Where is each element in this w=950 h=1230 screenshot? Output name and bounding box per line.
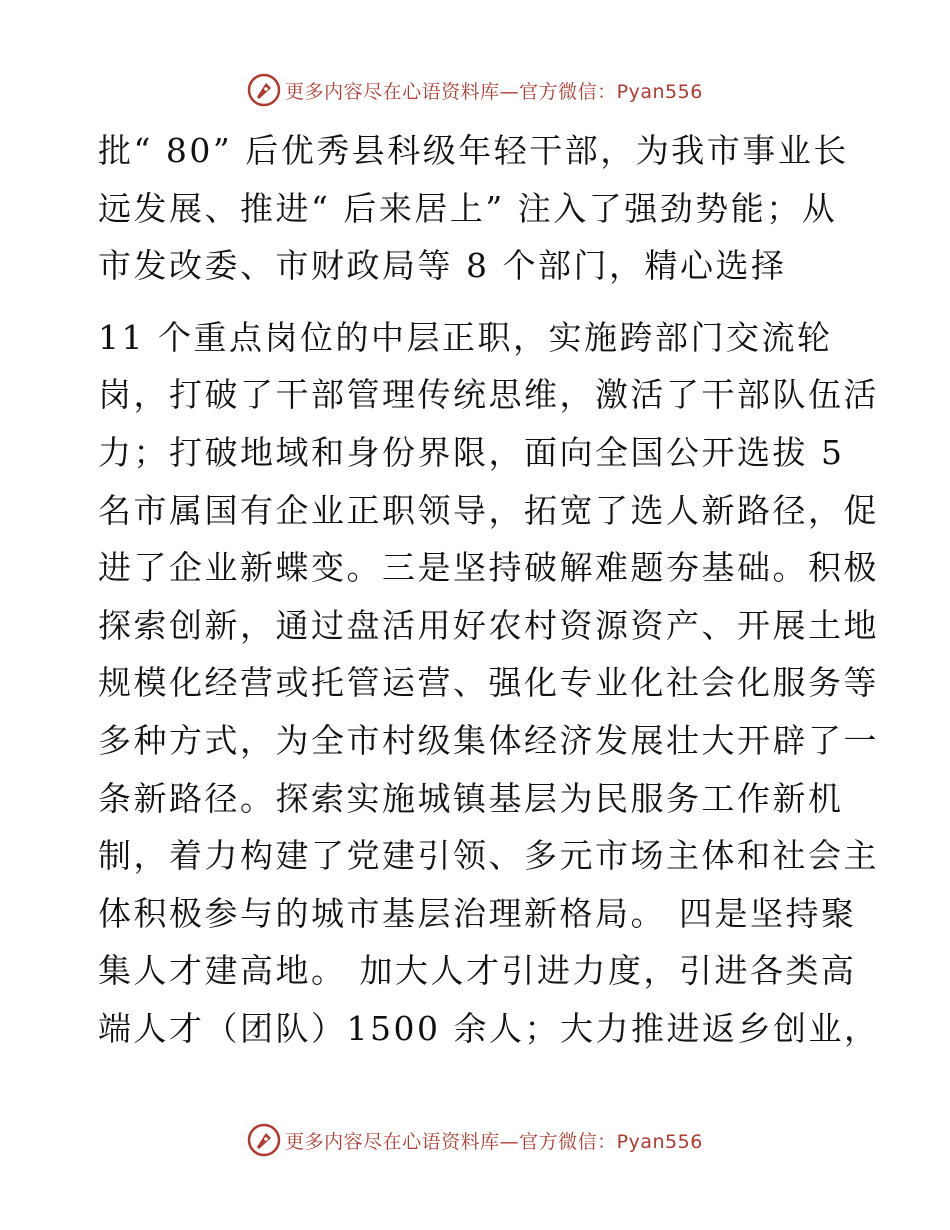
pen-nib-logo-icon: [247, 1123, 281, 1157]
text-line: 探索创新，通过盘活用好农村资源资产、开展土地: [98, 605, 879, 645]
text-line: 体积极参与的城市基层治理新格局。 四是坚持聚: [98, 893, 857, 933]
footer-banner-text: 更多内容尽在心语资料库—官方微信：Pyan556: [285, 1130, 703, 1153]
header-banner: [0, 70, 950, 110]
pen-nib-logo-icon: [247, 73, 281, 107]
document-body: [98, 122, 880, 1058]
text-line: 11 个重点岗位的中层正职，实施跨部门交流轮: [98, 317, 833, 357]
footer-banner: [0, 1120, 950, 1160]
text-line: 名市属国有企业正职领导，拓宽了选人新路径，促: [98, 490, 879, 530]
text-line: 力；打破地域和身份界限，面向全国公开选拔 5: [98, 432, 845, 472]
text-line: 市发改委、市财政局等 8 个部门，精心选择: [98, 246, 787, 286]
header-banner-text: 更多内容尽在心语资料库—官方微信：Pyan556: [285, 80, 703, 103]
text-line: 批“ 80” 后优秀县科级年轻干部，为我市事业长: [98, 131, 849, 170]
text-line: 端人才（团队）1500 余人；大力推进返乡创业，: [98, 1008, 880, 1048]
text-line: 远发展、推进“ 后来居上” 注入了强劲势能；从: [98, 188, 838, 228]
text-line: 进了企业新蝶变。三是坚持破解难题夯基础。积极: [98, 548, 879, 588]
text-line: 岗，打破了干部管理传统思维，激活了干部队伍活: [98, 375, 879, 415]
text-line: 制，着力构建了党建引领、多元市场主体和社会主: [98, 836, 879, 876]
text-line: 规模化经营或托管运营、强化专业化社会化服务等: [98, 663, 879, 703]
text-line: 条新路径。探索实施城镇基层为民服务工作新机: [98, 778, 844, 818]
text-line: 集人才建高地。 加大人才引进力度，引进各类高: [98, 951, 857, 991]
text-line: 多种方式，为全市村级集体经济发展壮大开辟了一: [98, 720, 879, 760]
